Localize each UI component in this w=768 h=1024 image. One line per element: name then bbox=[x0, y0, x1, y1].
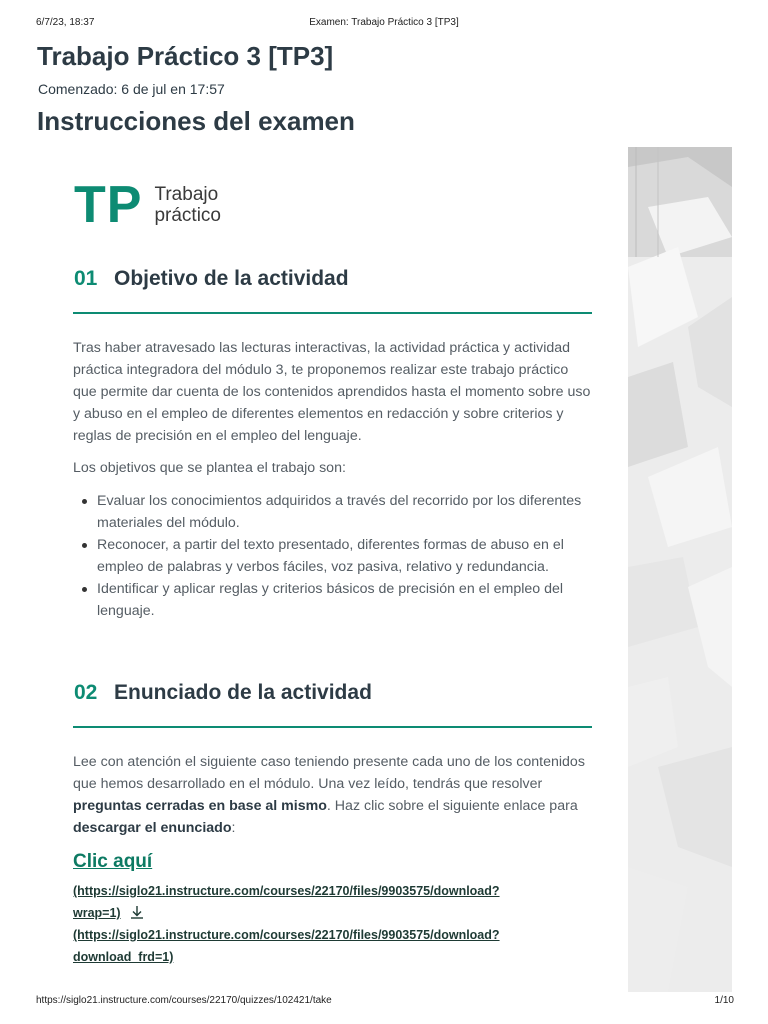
tp-logo bbox=[74, 177, 221, 233]
section-2-text-3: : bbox=[231, 820, 236, 836]
print-page-number: 1/10 bbox=[714, 995, 734, 1006]
tp-logo-line2: práctico bbox=[154, 205, 221, 226]
objectives-list bbox=[73, 490, 595, 622]
file-url-wrap-link-cont[interactable] bbox=[73, 902, 145, 926]
section-2-title: Enunciado de la actividad bbox=[114, 681, 372, 704]
file-url-wrap-line1: (https://siglo21.instructure.com/courses/22170/files/9903575/download? bbox=[73, 884, 500, 898]
file-url-download-link-cont[interactable] bbox=[73, 946, 173, 968]
section-2-text-1: Lee con atención el siguiente caso teniendo presente cada uno de los contenidos que hemos desarrollado en el módulo. Una vez leído, tendrás que resolver bbox=[73, 754, 585, 792]
section-2-text bbox=[73, 751, 595, 839]
file-url-download-link[interactable] bbox=[73, 924, 500, 946]
section-1-divider bbox=[73, 312, 592, 314]
section-2-bold-2: descargar el enunciado bbox=[73, 820, 232, 836]
tp-logo-words bbox=[154, 184, 221, 226]
print-title: Examen: Trabajo Práctico 3 [TP3] bbox=[309, 17, 459, 28]
section-1-title: Objetivo de la actividad bbox=[114, 267, 349, 290]
tp-logo-mark: TP bbox=[74, 176, 143, 234]
page-title: Trabajo Práctico 3 [TP3] bbox=[37, 41, 334, 71]
clic-aqui-link[interactable]: Clic aquí bbox=[73, 851, 153, 872]
objective-item: Evaluar los conocimientos adquiridos a través del recorrido por los diferentes materiales del módulo. bbox=[73, 490, 595, 534]
section-2-text-2: . Haz clic sobre el siguiente enlace para bbox=[326, 798, 578, 814]
file-url-wrap-link[interactable] bbox=[73, 880, 500, 902]
objectives-lead: Los objetivos que se plantea el trabajo son: bbox=[73, 460, 346, 476]
print-datetime: 6/7/23, 18:37 bbox=[36, 17, 95, 28]
objective-item: Identificar y aplicar reglas y criterios básicos de precisión en el empleo del lenguaje. bbox=[73, 578, 595, 622]
objective-item: Reconocer, a partir del texto presentado, diferentes formas de abuso en el empleo de palabras y verbos fáciles, voz pasiva, relativo y redundancia. bbox=[73, 534, 595, 578]
section-2-divider bbox=[73, 726, 592, 728]
instructions-heading: Instrucciones del examen bbox=[37, 106, 355, 136]
print-footer-url: https://siglo21.instructure.com/courses/22170/quizzes/102421/take bbox=[36, 995, 332, 1006]
file-url-wrap-line2: wrap=1) bbox=[73, 906, 121, 920]
section-2-number: 02 bbox=[74, 681, 98, 704]
file-url-download-line2: download_frd=1) bbox=[73, 950, 174, 964]
quiz-started-time: Comenzado: 6 de jul en 17:57 bbox=[38, 81, 225, 97]
section-1-heading bbox=[74, 267, 592, 291]
file-url-download-line1: (https://siglo21.instructure.com/courses/22170/files/9903575/download? bbox=[73, 928, 500, 942]
tp-logo-line1: Trabajo bbox=[154, 184, 219, 205]
section-2-bold-1: preguntas cerradas en base al mismo bbox=[73, 798, 327, 814]
decorative-side-image bbox=[628, 147, 732, 992]
section-2-heading bbox=[74, 681, 592, 705]
section-1-intro: Tras haber atravesado las lecturas interactivas, la actividad práctica y actividad práctica integradora del módulo 3, te proponemos realizar este trabajo práctico que permite dar cuenta de los contenidos aprendidos hasta el momento sobre uso y abuso en el empleo de diferentes elementos en redacción y sobre criterios y reglas de precisión en el empleo del lenguaje. bbox=[73, 340, 591, 444]
download-arrow-icon[interactable] bbox=[129, 904, 145, 926]
section-1-number: 01 bbox=[74, 267, 98, 290]
